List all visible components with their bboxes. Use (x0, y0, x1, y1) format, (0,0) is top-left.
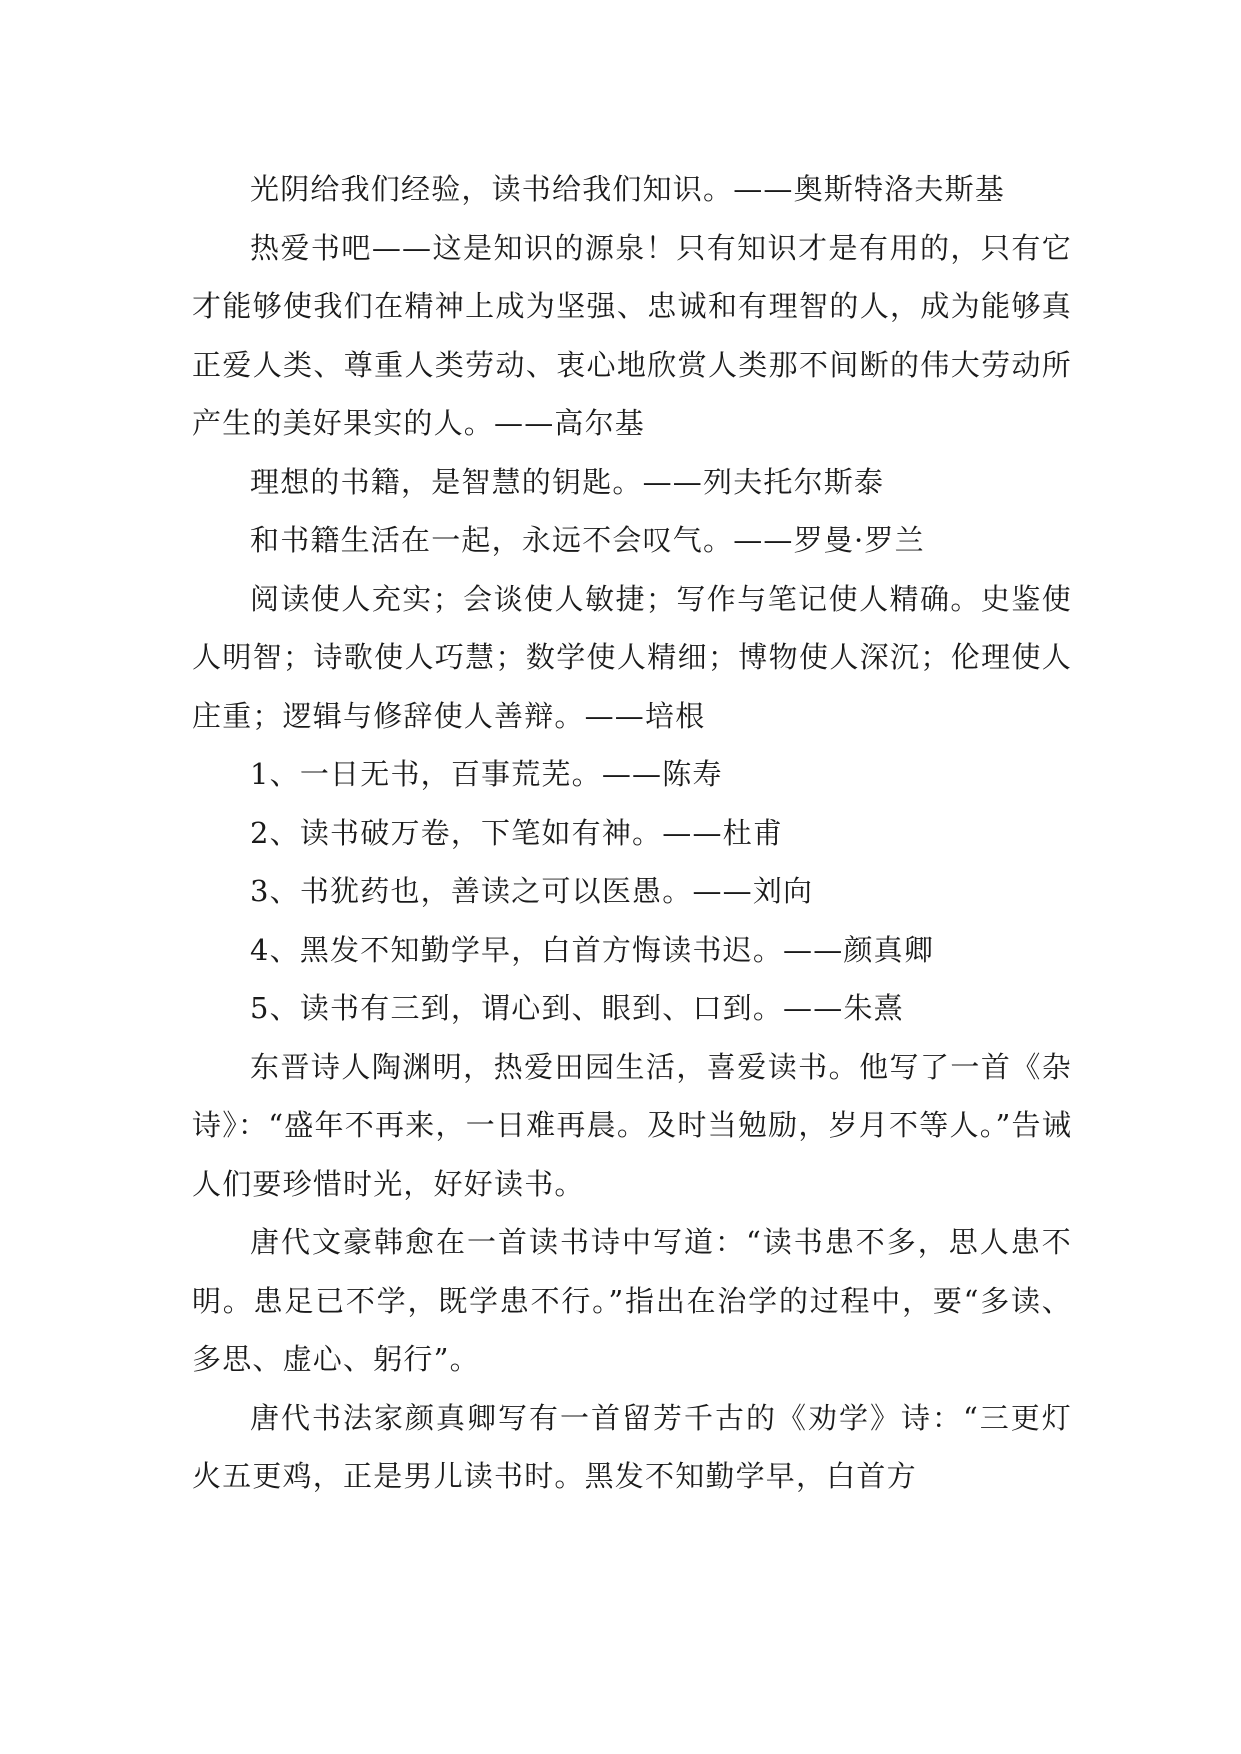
list-item-3: 3、书犹药也，善读之可以医愚。——刘向 (250, 874, 814, 908)
paragraph-han-yu: 唐代文豪韩愈在一首读书诗中写道：“读书患不多，思人患不明。患足已不学，既学患不行。”指出在治学的过程中，要“多读、多思、虚心、躬行”。 (192, 1225, 1072, 1376)
paragraph-quote-bacon: 阅读使人充实；会谈使人敏捷；写作与笔记使人精确。史鉴使人明智；诗歌使人巧慧；数学使人精细；博物使人深沉；伦理使人庄重；逻辑与修辞使人善辩。——培根 (192, 581, 1072, 733)
list-item-5: 5、读书有三到，谓心到、眼到、口到。——朱熹 (250, 991, 904, 1025)
paragraph-quote-tolstoy: 理想的书籍，是智慧的钥匙。——列夫托尔斯泰 (250, 464, 885, 499)
paragraph-quote-gorky: 热爱书吧——这是知识的源泉！只有知识才是有用的，只有它才能够使我们在精神上成为坚强、忠诚和有理智的人，成为能够真正爱人类、尊重人类劳动、衷心地欣赏人类那不间断的伟大劳动所产生的美好果实的人。——高尔基 (192, 230, 1072, 440)
list-item-4: 4、黑发不知勤学早，白首方悔读书迟。——颜真卿 (250, 932, 935, 967)
document-body (192, 160, 1072, 1506)
paragraph-tao-yuanming: 东晋诗人陶渊明，热爱田园生活，喜爱读书。他写了一首《杂诗》：“盛年不再来，一日难再晨。及时当勉励，岁月不等人。”告诫人们要珍惜时光，好好读书。 (192, 1049, 1072, 1201)
list-item-1: 1、一日无书，百事荒芜。——陈寿 (250, 757, 723, 791)
paragraph-quote-rolland: 和书籍生活在一起，永远不会叹气。——罗曼·罗兰 (250, 523, 925, 557)
paragraph-yan-zhenqing: 唐代书法家颜真卿写有一首留芳千古的《劝学》诗：“三更灯火五更鸡，正是男儿读书时。黑发不知勤学早，白首方 (192, 1400, 1072, 1493)
list-item-2: 2、读书破万卷，下笔如有神。——杜甫 (250, 815, 784, 850)
paragraph-quote-ostrovsky: 光阴给我们经验，读书给我们知识。——奥斯特洛夫斯基 (250, 172, 1006, 206)
